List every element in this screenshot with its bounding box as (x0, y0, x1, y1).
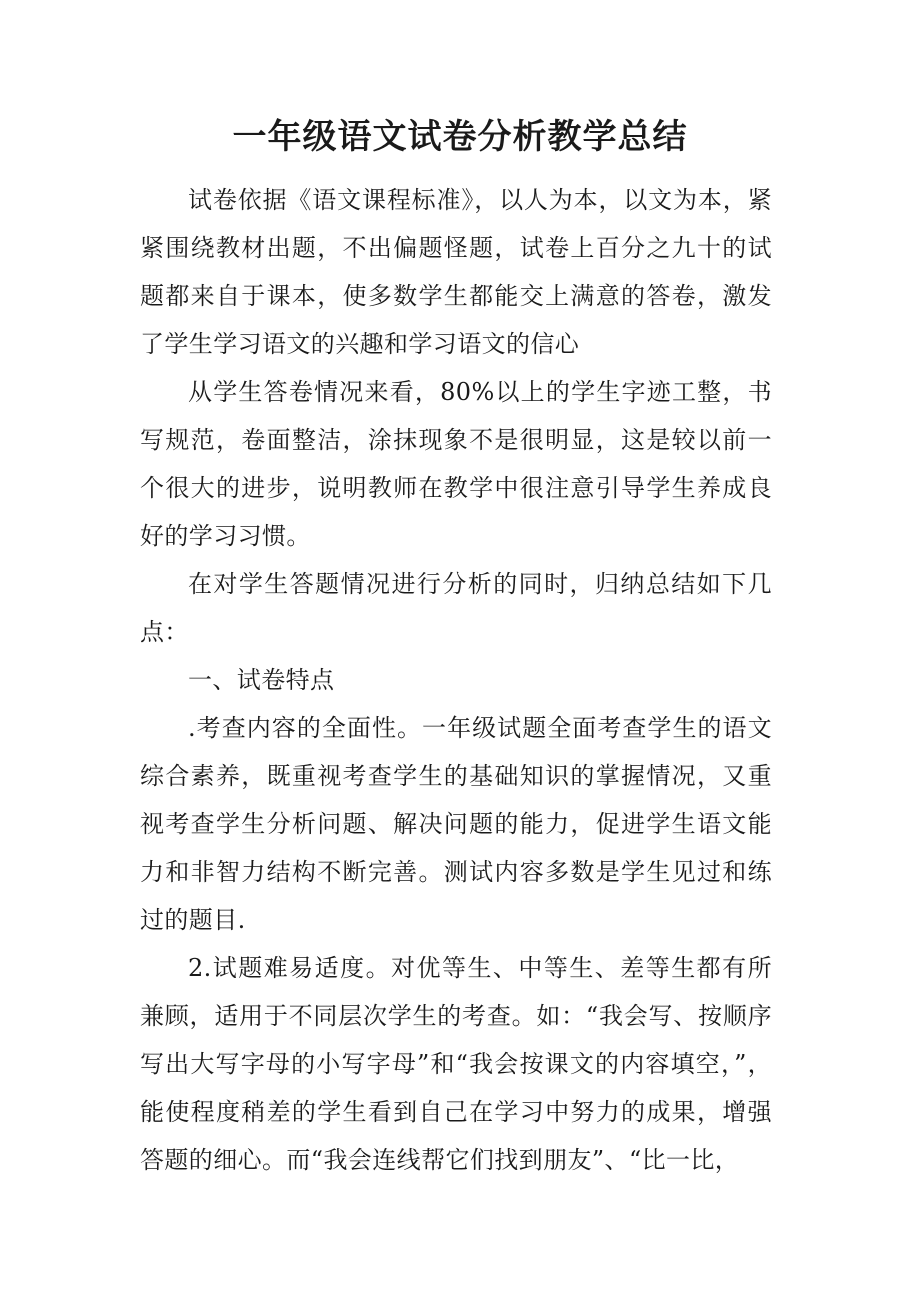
paragraph-point-2: 2.试题难易适度。对优等生、中等生、差等生都有所兼顾，适用于不同层次学生的考查。如：“我会写、按顺序写出大写字母的小写字母”和“我会按课文的内容填空，”，能使程度稍差的学生看到自己在学习中努力的成果，增强答题的细心。而“我会连线帮它们找到朋友”、“比一比， (140, 954, 772, 1174)
paragraph-handwriting: 从学生答卷情况来看，80%以上的学生字迹工整，书写规范，卷面整洁，涂抹现象不是很明显，这是较以前一个很大的进步，说明教师在教学中很注意引导学生养成良好的学习习惯。 (140, 378, 772, 550)
document-body (140, 176, 772, 1184)
paragraph-point-1: .考查内容的全面性。一年级试题全面考查学生的语文综合素养，既重视考查学生的基础知识的掌握情况，又重视考查学生分析问题、解决问题的能力，促进学生语文能力和非智力结构不断完善。测试内容多数是学生见过和练过的题目. (140, 714, 772, 934)
paragraph-intro: 试卷依据《语文课程标准》，以人为本，以文为本，紧紧围绕教材出题，不出偏题怪题，试卷上百分之九十的试题都来自于课本，使多数学生都能交上满意的答卷，激发了学生学习语文的兴趣和学习语文的信心 (140, 186, 772, 358)
document-title: 一年级语文试卷分析教学总结 (232, 117, 688, 157)
section-heading-features: 一、试卷特点 (188, 666, 335, 694)
paragraph-summary-lead: 在对学生答题情况进行分析的同时，归纳总结如下几点： (140, 570, 772, 646)
